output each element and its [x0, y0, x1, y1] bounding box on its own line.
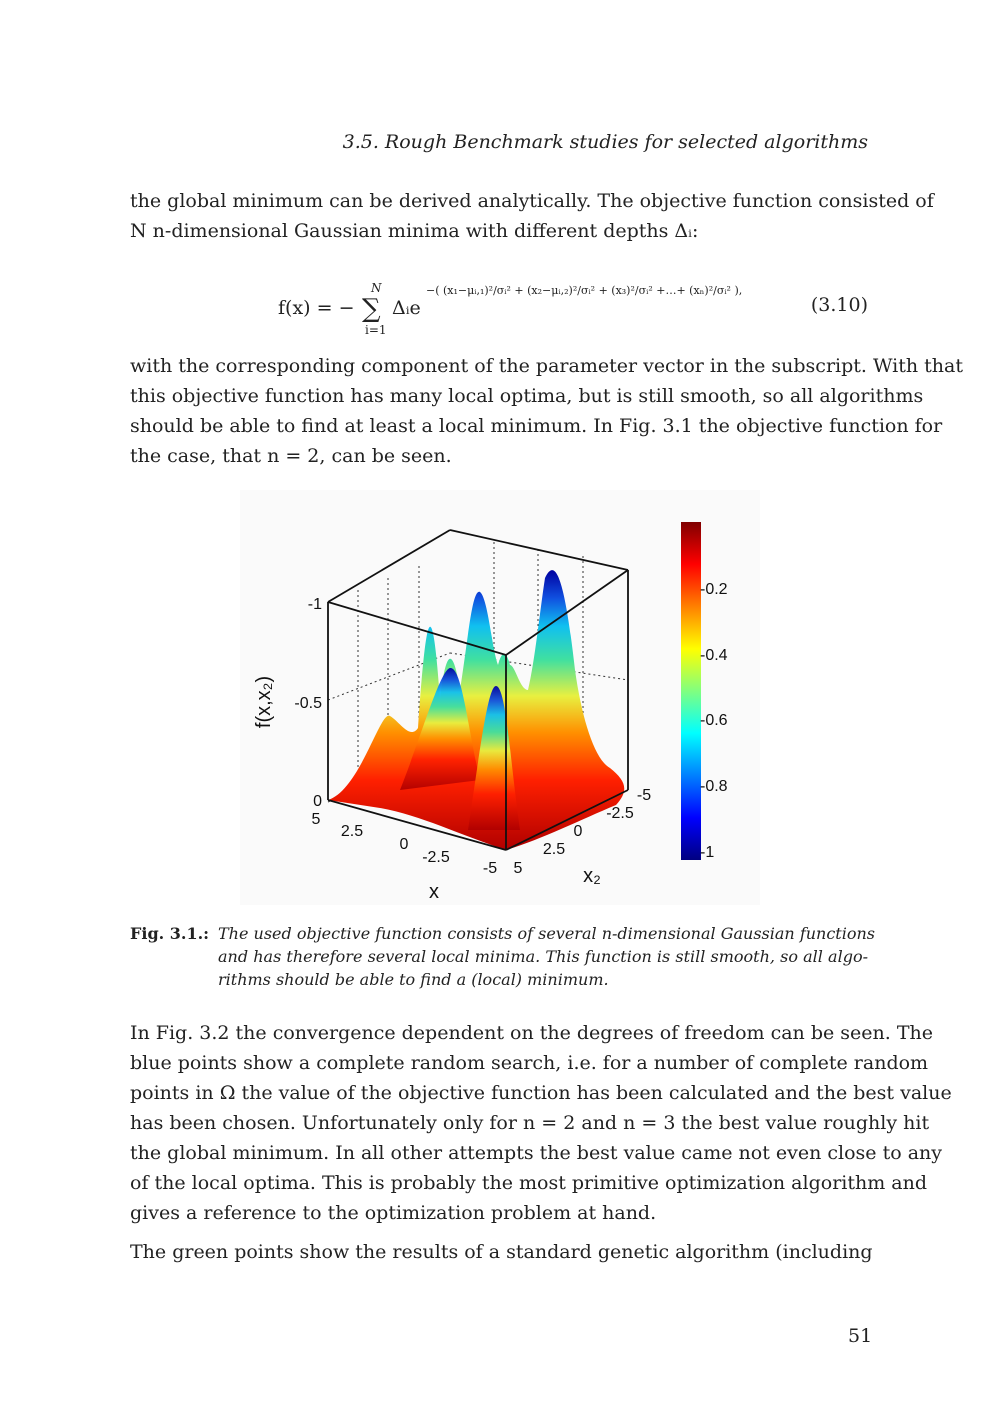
- paragraph-genetic: [130, 1237, 873, 1267]
- equation-exponent: −( (x₁−μᵢ,₁)²/σᵢ² + (x₂−μᵢ,₂)²/σᵢ² + (x₃)²/σᵢ² +…+ (xₙ)²/σᵢ² ),: [426, 284, 743, 297]
- z-tick: -1: [307, 596, 322, 613]
- y-tick: -2.5: [606, 805, 634, 822]
- equation-term: Δᵢe: [392, 297, 421, 319]
- text-line: of the local optima. This is probably the most primitive optimization algorithm and: [130, 1172, 928, 1194]
- colorbar-tick: -0.8: [700, 778, 728, 795]
- z-tick: -0.5: [294, 695, 322, 712]
- x-tick: 2.5: [340, 823, 364, 840]
- surface-plot: [240, 490, 760, 905]
- caption-line: and has therefore several local minima. This function is still smooth, so all algo-: [218, 947, 868, 966]
- caption-label: Fig. 3.1.:: [130, 924, 210, 943]
- equation-formula: [130, 272, 770, 342]
- colorbar-tick: -0.2: [700, 581, 728, 598]
- y-axis-label: x₂: [583, 865, 601, 887]
- equation-sum-upper: N: [371, 281, 382, 295]
- text-line: the global minimum can be derived analytically. The objective function consisted of: [130, 190, 934, 212]
- colorbar-tick: -0.6: [700, 712, 728, 729]
- x-tick: 5: [311, 811, 321, 828]
- caption-text: [218, 922, 875, 991]
- text-line: the global minimum. In all other attempts the best value came not even close to any: [130, 1142, 942, 1164]
- x-axis-label: x: [429, 881, 439, 903]
- paragraph-convergence: [130, 1018, 952, 1228]
- figure-3-1: [240, 490, 760, 905]
- text-line: points in Ω the value of the objective function has been calculated and the best value: [130, 1082, 952, 1104]
- colorbar: [681, 522, 701, 860]
- caption-line: rithms should be able to find a (local) minimum.: [218, 970, 609, 989]
- equation-sum-lower: i=1: [365, 323, 387, 337]
- equation-sum-sign: ∑: [362, 294, 381, 324]
- paragraph-description: [130, 351, 964, 471]
- equation-number: (3.10): [810, 294, 868, 316]
- y-tick: 2.5: [542, 841, 566, 858]
- running-head: 3.5. Rough Benchmark studies for selected algorithms: [342, 131, 868, 153]
- page-number: 51: [848, 1325, 873, 1347]
- caption-line: The used objective function consists of several n-dimensional Gaussian functions: [218, 924, 875, 943]
- y-tick: -5: [636, 787, 652, 804]
- x-tick: 0: [399, 836, 409, 853]
- colorbar-tick: -1: [700, 844, 715, 861]
- text-line: this objective function has many local optima, but is still smooth, so all algorithms: [130, 385, 924, 407]
- text-line: has been chosen. Unfortunately only for n = 2 and n = 3 the best value roughly hit: [130, 1112, 930, 1134]
- text-line: In Fig. 3.2 the convergence dependent on the degrees of freedom can be seen. The: [130, 1022, 933, 1044]
- paragraph-intro: [130, 186, 934, 246]
- x-tick: -2.5: [422, 849, 450, 866]
- z-tick: 0: [313, 793, 322, 810]
- text-line: The green points show the results of a standard genetic algorithm (including: [130, 1241, 873, 1263]
- text-line: gives a reference to the optimization problem at hand.: [130, 1202, 657, 1224]
- colorbar-tick: -0.4: [700, 647, 728, 664]
- text-line: the case, that n = 2, can be seen.: [130, 445, 452, 467]
- y-tick: 0: [573, 823, 583, 840]
- y-tick: 5: [513, 860, 523, 877]
- z-axis-label: f(x,x₂): [253, 675, 275, 729]
- text-line: N n-dimensional Gaussian minima with different depths Δᵢ:: [130, 220, 699, 242]
- text-line: blue points show a complete random search, i.e. for a number of complete random: [130, 1052, 929, 1074]
- equation-lhs: f(x) = −: [278, 297, 355, 319]
- text-line: with the corresponding component of the parameter vector in the subscript. With that: [130, 355, 964, 377]
- text-line: should be able to find at least a local minimum. In Fig. 3.1 the objective function for: [130, 415, 943, 437]
- equation-3-10: [130, 272, 868, 342]
- x-tick: -5: [482, 860, 498, 877]
